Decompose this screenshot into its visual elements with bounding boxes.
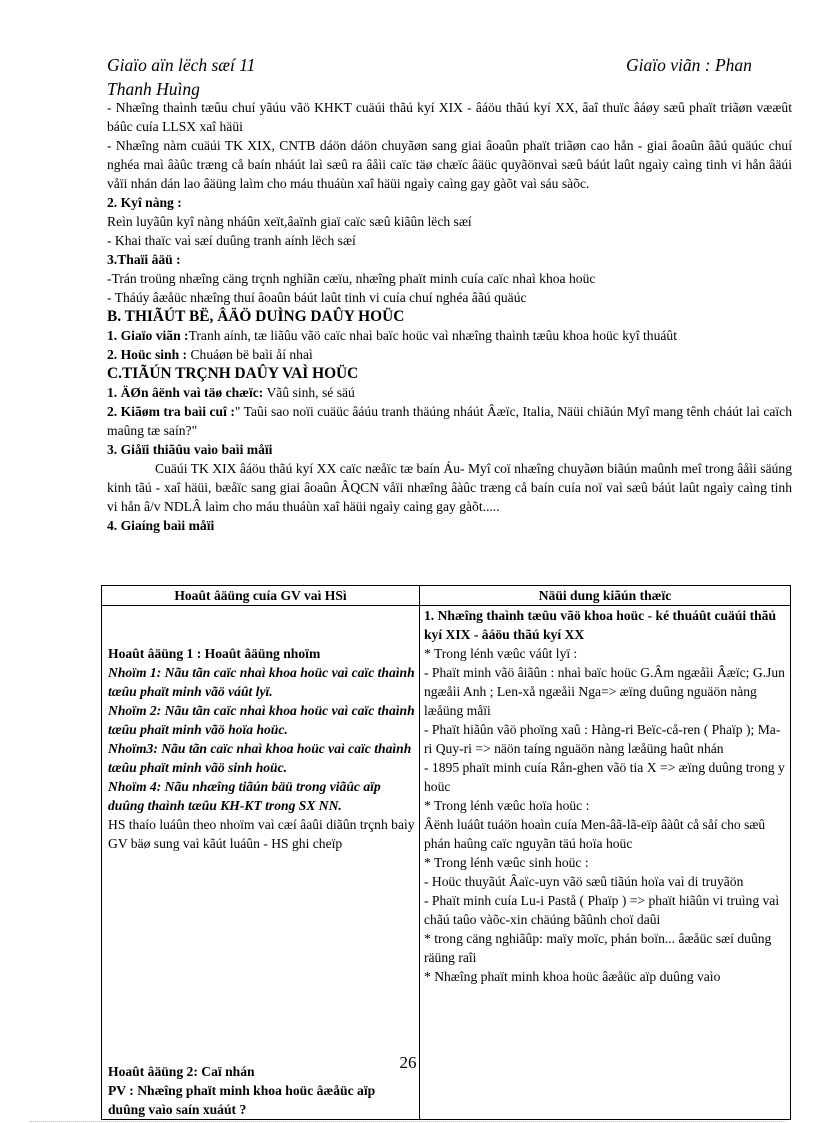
- paragraph: Reìn luyãûn kyî nàng nháûn xeït,âaïnh giaï caïc sæû kiãûn lëch sæí: [107, 214, 472, 229]
- section-title-equipment: B. THIÃÚT BË, ÂÄÖ DUÌNG DAÛY HOÜC: [107, 308, 405, 325]
- paragraph: -Trán troüng nhæîng cäng trçnh nghiãn cæïu, nhæîng phaït minh cuía caïc nhaì khoa hoüc: [107, 271, 596, 286]
- content-cell: [420, 606, 791, 1120]
- label: 1. ÄØn âënh vaì täø chæïc:: [107, 385, 264, 400]
- procedure-step-4-title: 4. Giaíng baìi måïi: [107, 518, 215, 533]
- header-subject: [107, 53, 255, 101]
- group-3-task: Nhoïm3: Nãu tãn caïc nhaì khoa hoüc vaì caïc thaình tæûu phaït minh vãö sinh hoüc.: [108, 741, 412, 775]
- section-title-attitude: 3.Thaïi âäü :: [107, 252, 181, 267]
- group-4-task: Nhoïm 4: Nãu nhæîng tiãún bäü trong viãûc aïp duûng thaình tæûu KH-KT trong SX NN.: [108, 779, 381, 813]
- procedure-step-3-text: Cuäúi TK XIX âáöu thãú kyí XX caïc næåïc tæ baín Áu- Myî coï nhæîng chuyãøn biãún maûnh meî trong âåìi säúng kinh tãú - xaî häüi, bæåïc sang giai âoaûn ÂQCN våïi nhæîng âàûc træng cå baín cuía noï vaì sæû báút laût ngaìy caìng tinh vi hån â/v NDLÂ laìm cho máu thuáùn xaî häüi ngaìy caìng gay gàõt.....: [107, 461, 792, 514]
- equipment-teacher: [107, 326, 792, 345]
- table-header-activities: Hoaût âäüng cuía GV vaì HSì: [102, 586, 420, 606]
- content-line: * Trong lénh væûc hoïa hoüc :: [424, 798, 590, 813]
- table-header-row: [102, 586, 791, 606]
- content-line: * Nhæîng phaït minh khoa hoüc âæåüc aïp duûng vaìo: [424, 969, 721, 984]
- content-line: Âënh luáût tuáön hoaìn cuía Men-âã-lã-eïp âàût cå såí cho sæû phán haûng caïc nguyãn täú hoïa hoüc: [424, 817, 766, 851]
- paragraph: - Tháúy âæåüc nhæîng thuí âoaûn báút laût tinh vi cuía chuí nghéa âãú quäúc: [107, 290, 527, 305]
- spacer: [108, 625, 415, 644]
- equipment-student: [107, 345, 792, 364]
- paragraph: - Nhæîng nàm cuäúi TK XIX, CNTB dáön dáön chuyãøn sang giai âoaûn phaït triãøn cao hån - giai âoaûn âãú quäúc chuí nghéa maì âàûc træng cå baín nháút laì sæû ra âåìi caïc täø chæïc âäüc quyãönvaì sæû báút laût ngaìy caìng tinh vi hån âäúi våïi nhán dán lao âäüng laìm cho máu thuáùn xaî häüi ngaìy caìng gay gàõt vaì sáu sàõc.: [107, 138, 792, 191]
- group-2-task: Nhoïm 2: Nãu tãn caïc nhaì khoa hoüc vaì caïc thaình tæûu phaït minh vãö hoïa hoüc.: [108, 703, 415, 737]
- content-line: - Phaït hiãûn vãö phoïng xaû : Hàng-ri Beïc-cå-ren ( Phaïp ); Ma-ri Quy-ri => näön taíng nguäön nàng læåüng haût nhán: [424, 722, 781, 756]
- lesson-body: [107, 98, 792, 535]
- procedure-step-1: [107, 383, 792, 402]
- content-line: - Hoüc thuyãút Âaïc-uyn vãö sæû tiãún hoïa vaì di truyãön: [424, 874, 744, 889]
- header-teacher: Giaïo viãn : Phan: [626, 55, 752, 75]
- procedure-step-3-title: 3. Giåïi thiãûu vaìo baìi måïi: [107, 442, 273, 457]
- student-instruction: HS thaío luáûn theo nhoïm vaì cæí âaûi diãûn trçnh baìy: [108, 817, 415, 832]
- value: Vãû sinh, sé säú: [263, 385, 355, 400]
- activity-1-title: Hoaût âäüng 1 : Hoaût âäüng nhoïm: [108, 646, 321, 661]
- lesson-table: [101, 585, 791, 1120]
- spacer: [108, 853, 415, 1062]
- value: Chuáøn bë baìi åí nhaì: [187, 347, 313, 362]
- table-header-content: Näüi dung kiãún thæïc: [420, 586, 791, 606]
- label: 2. Hoüc sinh :: [107, 347, 188, 362]
- label: 2. Kiãøm tra baìi cuî :: [107, 404, 235, 419]
- table-row: [102, 606, 791, 1120]
- teacher-instruction: GV bäø sung vaì kãút luáûn - HS ghi cheïp: [108, 836, 343, 851]
- value: Tranh aính, tæ liãûu vãö caïc nhaì baïc hoüc vaì nhæîng thaình tæûu khoa hoüc kyî thuáût: [188, 328, 677, 343]
- section-title-procedure: C.TIÃÚN TRÇNH DAÛY VAÌ HOÜC: [107, 365, 359, 382]
- label: 1. Giaïo viãn :: [107, 328, 189, 343]
- section-title-skills: 2. Kyî nàng :: [107, 195, 182, 210]
- content-line: * Trong lénh væûc sinh hoüc :: [424, 855, 589, 870]
- page-divider: [30, 1121, 786, 1122]
- content-line: - Phaït minh cuía Lu-i Pastå ( Phaïp ) => phaït hiãûn vi truìng vaì chãú taûo vàõc-xin chäúng bãûnh choï daûi: [424, 893, 780, 927]
- activity-2-title: Hoaût âäüng 2: Caï nhán: [108, 1064, 255, 1079]
- header-subject-line1: Giaïo aïn lëch sæí 11: [107, 55, 256, 75]
- activity-2-question: PV : Nhæîng phaït minh khoa hoüc âæåüc aïp duûng vaìo saín xuáút ?: [108, 1083, 376, 1117]
- paragraph: - Nhæîng thaình tæûu chuí yãúu vãö KHKT cuäúi thãú kyí XIX - âáöu thãú kyí XX, âaî thuïc âáøy sæû phaït triãøn vææût báûc cuía LLSX xaî häüi: [107, 100, 792, 134]
- procedure-step-2: [107, 402, 792, 440]
- paragraph: - Khai thaïc vaì sæí duûng tranh aính lëch sæí: [107, 233, 356, 248]
- spacer: [108, 606, 415, 625]
- group-1-task: Nhoïm 1: Nãu tãn caïc nhaì khoa hoüc vaì caïc thaình tæûu phaït minh vãö váût lyï.: [108, 665, 415, 699]
- content-line: - Phaït minh vãö âiãûn : nhaì baïc hoüc G.Âm ngæåìi Âæïc; G.Jun ngæåìi Anh ; Len-xå ngæåìi Nga=> æïng duûng nguäön nàng læåüng måïi: [424, 665, 785, 718]
- content-line: * trong cäng nghiãûp: maïy moïc, phán boïn... âæåüc sæí duûng räüng raîi: [424, 931, 772, 965]
- header-subject-line2: Thanh Huìng: [107, 79, 200, 99]
- activities-cell: [102, 606, 420, 1120]
- page-number: 26: [399, 1053, 417, 1072]
- content-line: 1. Nhæîng thaình tæûu vãö khoa hoüc - ké thuáût cuäúi thãú kyí XIX - âáöu thãú kyí XX: [424, 608, 777, 642]
- content-line: * Trong lénh væûc váût lyï :: [424, 646, 578, 661]
- value: " Taûi sao noïi cuäüc âáúu tranh thäúng nháút Âæïc, Italia, Näüi chiãún Myî mang tênh cháút laì caïch maûng tæ saín?": [107, 404, 792, 438]
- content-line: - 1895 phaït minh cuía Rån-ghen vãö tia X => æïng duûng trong y hoüc: [424, 760, 785, 794]
